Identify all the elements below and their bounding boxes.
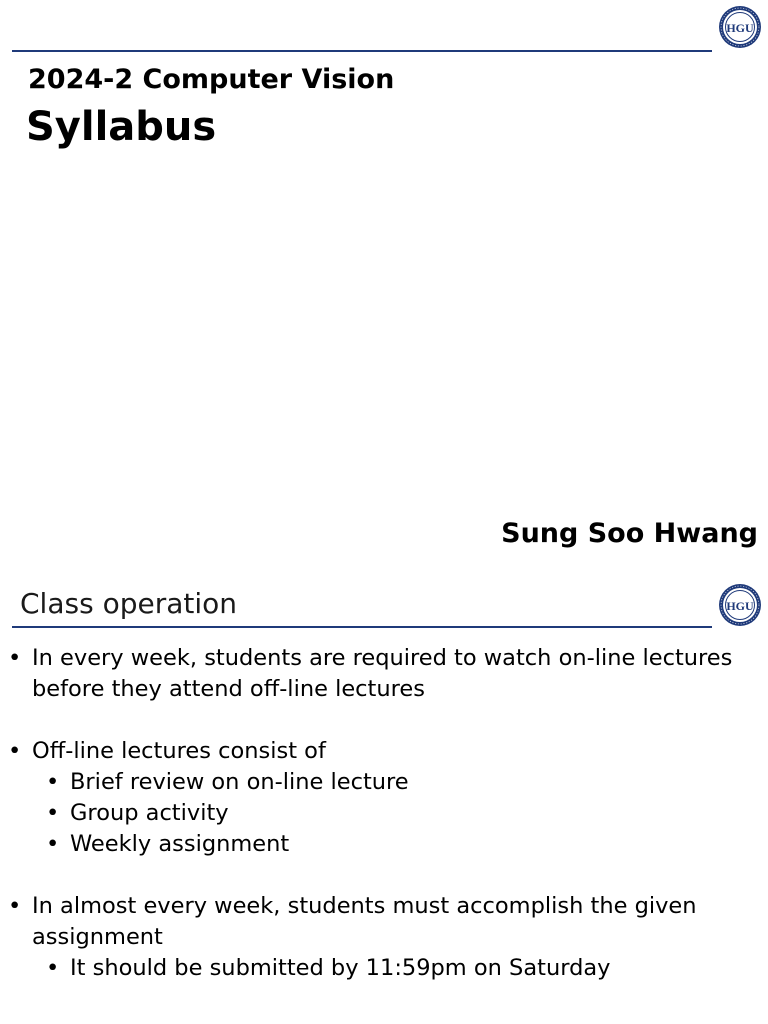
bullet-text: Off-line lectures consist of xyxy=(32,738,326,764)
university-seal-icon xyxy=(718,583,762,627)
sub-bullet-list xyxy=(32,953,760,984)
bullet-list xyxy=(0,643,768,984)
slide-title: Syllabus xyxy=(26,104,217,150)
header-rule xyxy=(12,626,712,628)
bullet-item xyxy=(0,736,760,860)
course-title: 2024-2 Computer Vision xyxy=(28,64,395,95)
section-title: Class operation xyxy=(20,587,237,620)
sub-bullet-item: • Brief review on on-line lecture xyxy=(32,767,760,798)
university-seal-icon xyxy=(718,5,762,49)
sub-bullet-item: • Weekly assignment xyxy=(32,829,760,860)
bullet-text: In almost every week, students must accomplish the given assignment xyxy=(32,893,697,950)
bullet-item xyxy=(0,891,760,984)
author-name: Sung Soo Hwang xyxy=(501,518,758,549)
sub-bullet-list xyxy=(32,767,760,860)
sub-bullet-item: • It should be submitted by 11:59pm on Saturday xyxy=(32,953,760,984)
svg-text:HGU: HGU xyxy=(726,599,754,613)
content-slide xyxy=(0,565,768,1024)
svg-text:HGU: HGU xyxy=(726,21,754,35)
bullet-item xyxy=(0,643,760,705)
bullet-text: In every week, students are required to watch on-line lectures before they attend off-line lectures xyxy=(32,645,733,702)
sub-bullet-item: • Group activity xyxy=(32,798,760,829)
header-rule xyxy=(12,50,712,52)
